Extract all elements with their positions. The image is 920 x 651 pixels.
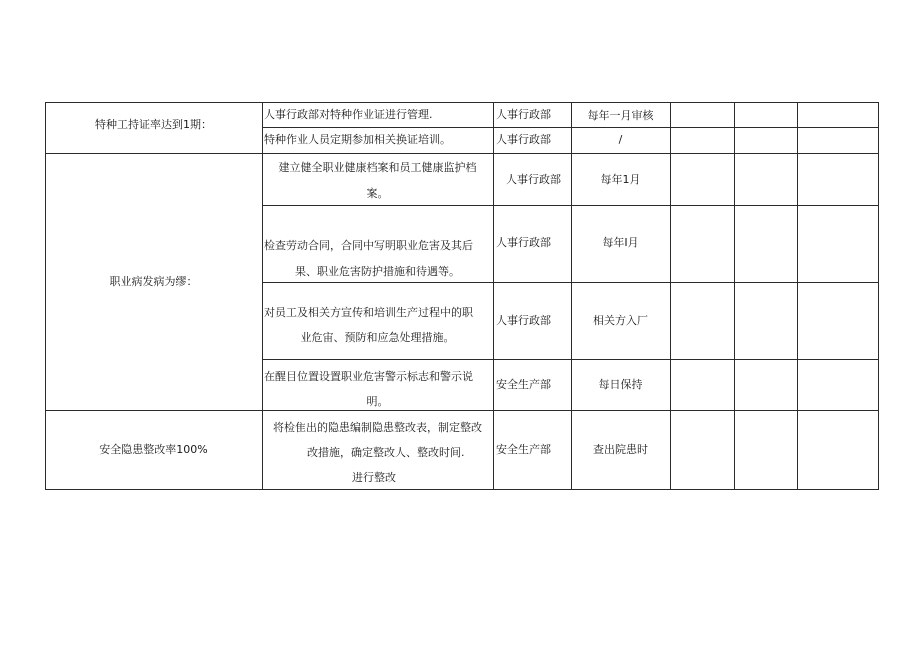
table-border-right (878, 102, 879, 490)
frequency-cell: 每年一月审核 (587, 109, 654, 122)
measure-line: 果、职业危害防护措施和待遇等。 (295, 265, 460, 278)
goal-cell: 特种工持证率达到1期： (95, 118, 212, 131)
table-border-bottom (45, 489, 879, 490)
measure-line: 检查劳动合同，合同中写明职业危害及其后 (264, 239, 473, 252)
department-cell: 人事行政部 (496, 314, 551, 327)
department-cell: 人事行政部 (496, 133, 551, 146)
measure-line: 进行整改 (352, 471, 396, 484)
frequency-cell: 相关方入厂 (593, 314, 648, 327)
goal-cell: 安全隐患整改率100% (99, 443, 208, 456)
department-cell: 人事行政部 (496, 236, 551, 249)
goal-cell: 职业病发病为缪： (109, 275, 198, 288)
measure-line: 将检隹出的隐患编制隐患整改表，制定整改 (273, 421, 482, 434)
column-divider (493, 102, 494, 490)
measure-cell: 人事行政部对特种作业证进行管理. (264, 108, 433, 121)
column-divider (670, 102, 671, 490)
measure-line: 对员工及相关方宣传和培训生产过程中的职 (264, 306, 473, 319)
department-cell: 人事行政部 (506, 173, 561, 186)
measure-line: 在醒目位置设置职业危害警示标志和警示说 (264, 370, 473, 383)
table-border-left (45, 102, 46, 490)
table-border-top (45, 102, 879, 103)
measure-line: 明。 (366, 395, 389, 408)
department-cell: 安全生产部 (496, 443, 551, 456)
department-cell: 安全生产部 (496, 378, 551, 391)
frequency-cell: 每年1月 (600, 173, 641, 186)
measure-line: 改措施，确定整改人、整改时间. (307, 446, 465, 459)
frequency-cell: / (618, 133, 623, 146)
measure-line: 建立健全职业健康档案和员工健康监护档 (278, 161, 477, 174)
frequency-cell: 查出院患时 (593, 443, 648, 456)
measure-cell: 特种作业人员定期参加相关换证培训。 (264, 133, 451, 146)
measure-line: 业危宙、预防和应急处理措施。 (300, 331, 455, 344)
column-divider (734, 102, 735, 490)
frequency-cell: 每年I月 (602, 236, 639, 249)
department-cell: 人事行政部 (496, 108, 551, 121)
frequency-cell: 每日保持 (598, 378, 643, 391)
row-divider (45, 153, 879, 154)
column-divider (571, 102, 572, 490)
column-divider (797, 102, 798, 490)
row-divider (45, 410, 879, 411)
measure-line: 案。 (366, 187, 389, 200)
